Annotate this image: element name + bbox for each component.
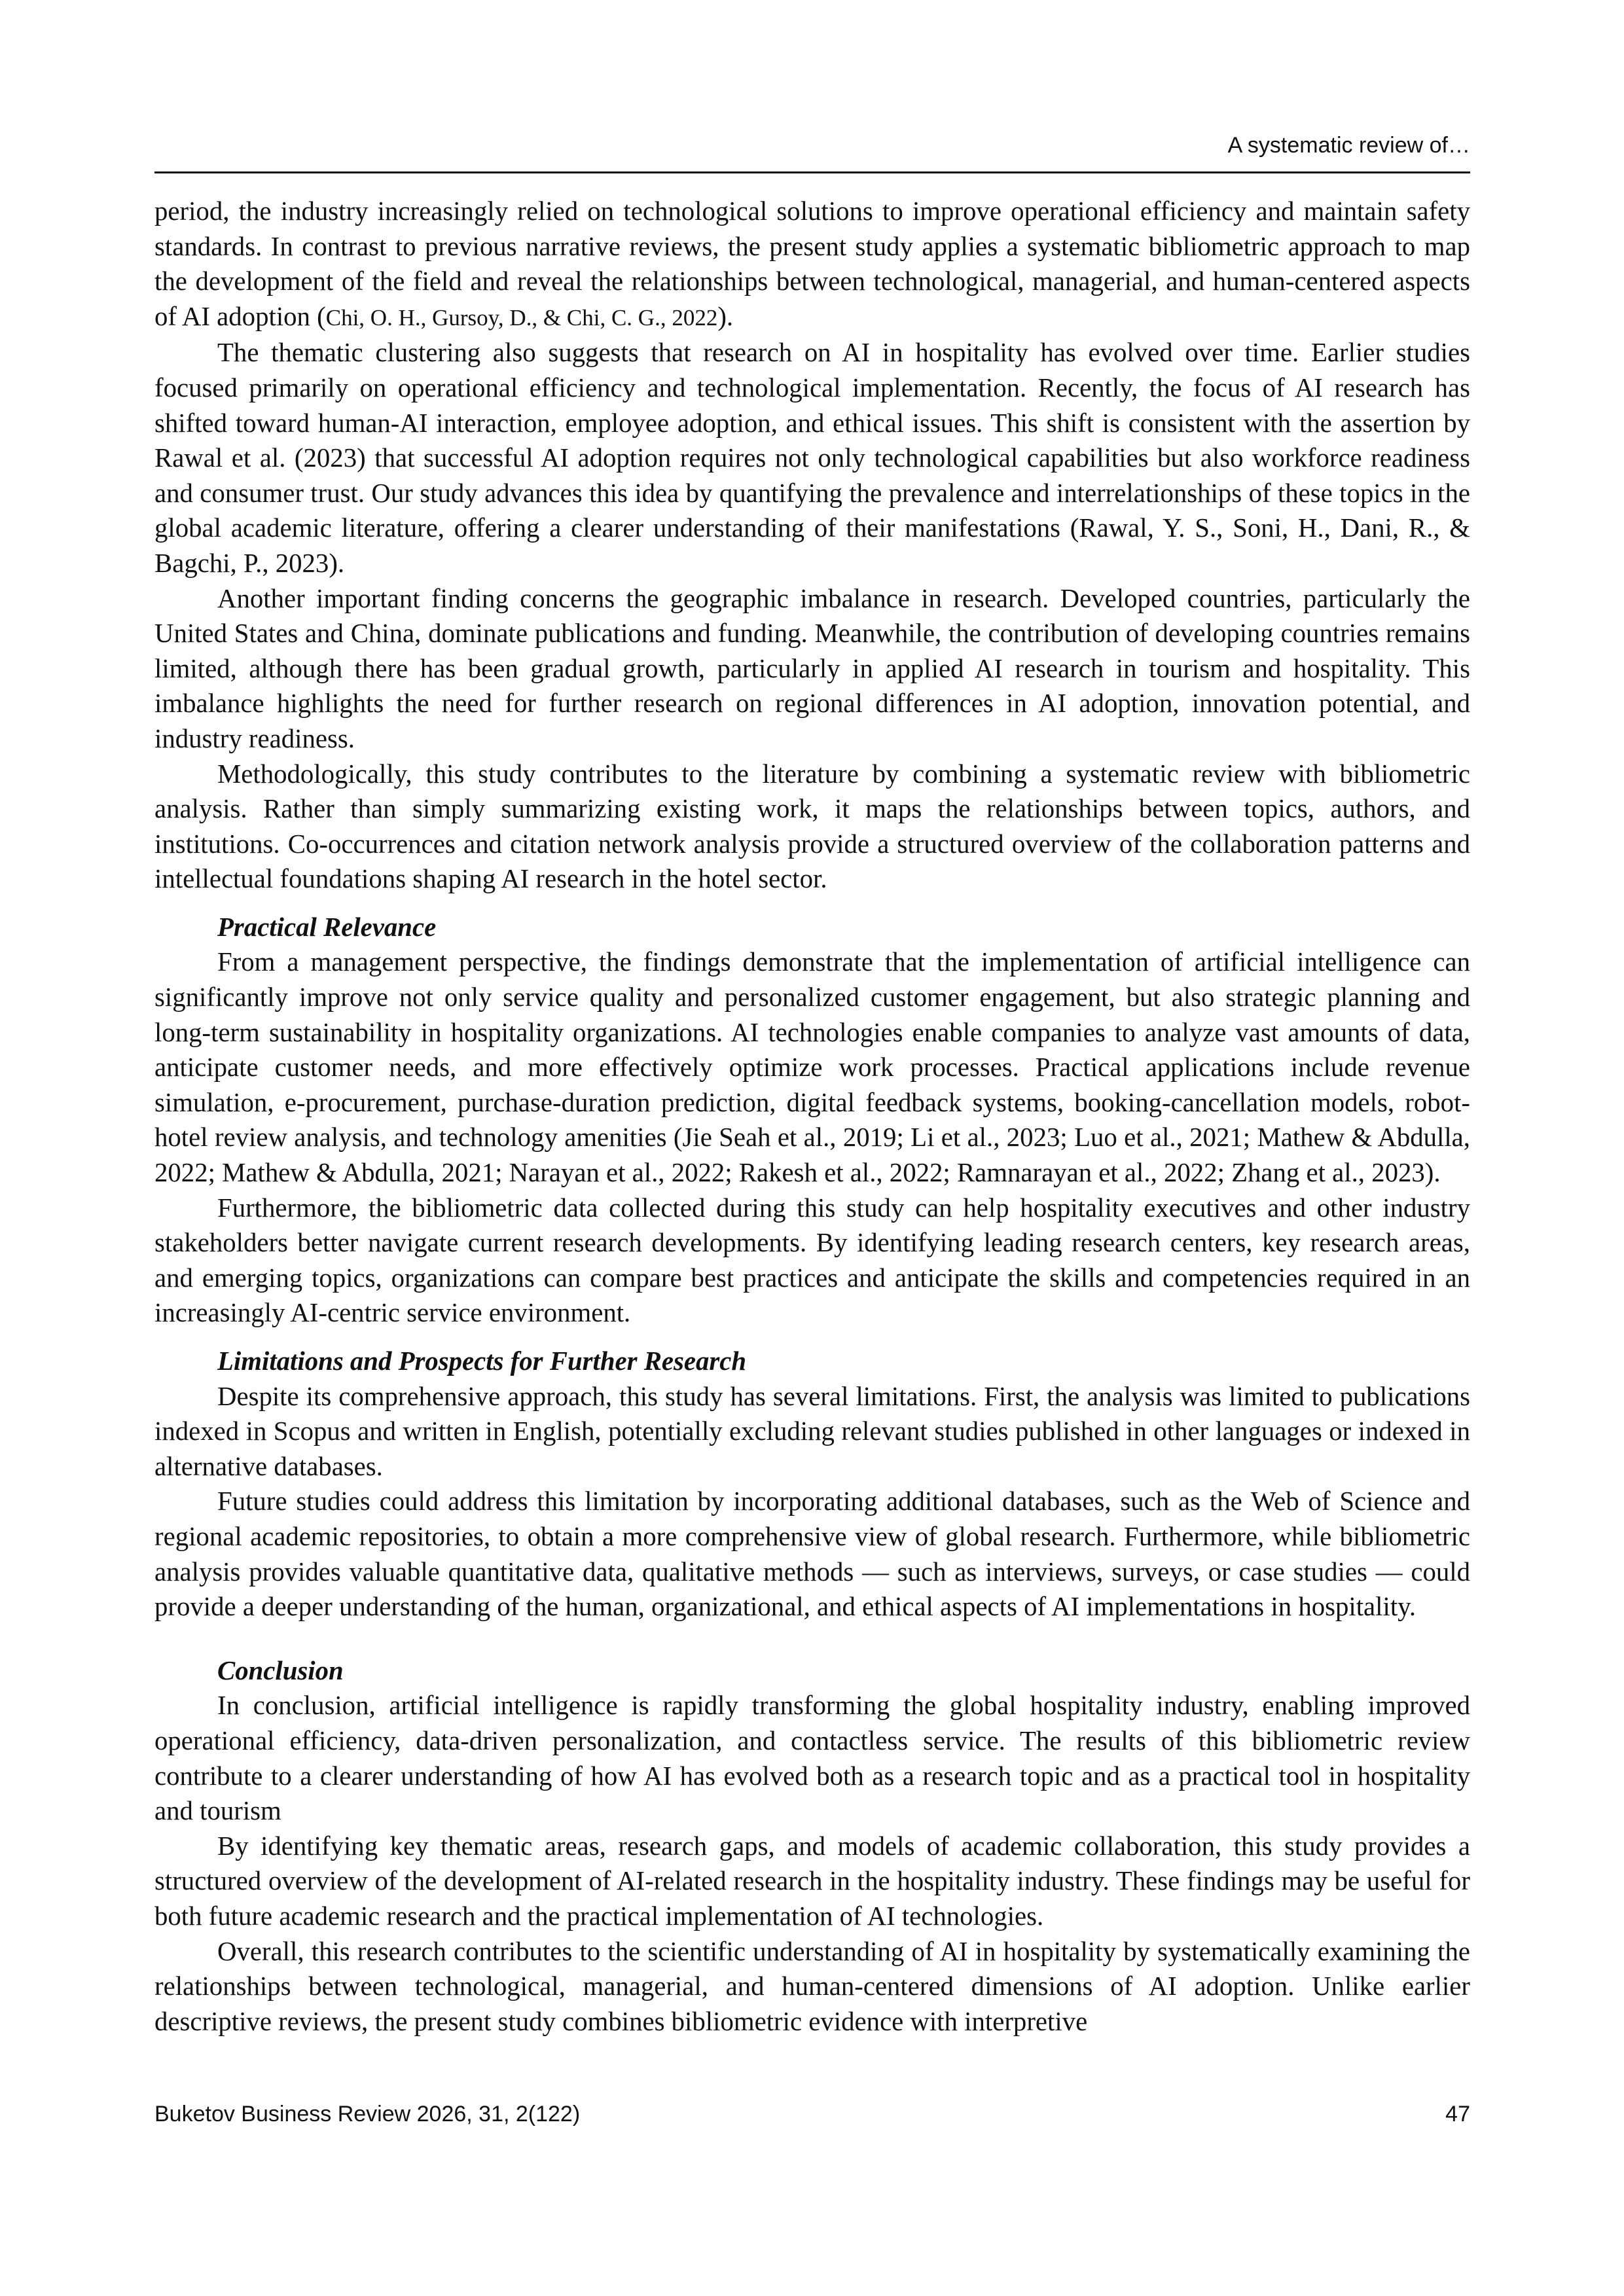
paragraph-3: Another important finding concerns the geographic imbalance in research. Developed countries, particularly the United States and China, dominate publications and funding. Meanwhile, the contribution of developing countries remains limited, although there has been gradual growth, particularly in applied AI research in tourism and hospitality. This imbalance highlights the need for further research on regional differences in AI adoption, innovation potential, and industry readiness. bbox=[154, 583, 1470, 753]
paragraph-2: The thematic clustering also suggests that research on AI in hospitality has evolved over time. Earlier studies focused primarily on operational efficiency and technological implementation. Recently, the focus of AI research has shifted toward human-AI interaction, employee adoption, and ethical issues. This shift is consistent with the assertion by Rawal et al. (2023) that successful AI adoption requires not only technological capabilities but also workforce readiness and consumer trust. Our study advances this idea by quantifying the prevalence and interrelationships of these topics in the global academic literature, offering a clearer understanding of their manifestations (Rawal, Y. S., Soni, H., Dani, R., & Bagchi, P., 2023). bbox=[154, 338, 1470, 578]
paragraph-9: In conclusion, artificial intelligence is rapidly transforming the global hospitality industry, enabling improved operational efficiency, data-driven personalization, and contactless service. The results of this bibliometric review contribute to a clearer understanding of how AI has evolved both as a research topic and as a practical tool in hospitality and tourism bbox=[154, 1691, 1470, 1826]
paragraph-8: Future studies could address this limitation by incorporating additional databases, such as the Web of Science and regional academic repositories, to obtain a more comprehensive view of global research. Furthermore, while bibliometric analysis provides valuable quantitative data, qualitative methods — such as interviews, surveys, or case studies — could provide a deeper understanding of the human, organizational, and ethical aspects of AI implementations in hospitality. bbox=[154, 1486, 1470, 1622]
paragraph-10: By identifying key thematic areas, research gaps, and models of academic collaboration, this study provides a structured overview of the development of AI-related research in the hospitality industry. These findings may be useful for both future academic research and the practical implementation of AI technologies. bbox=[154, 1831, 1470, 1931]
section-heading-conclusion: Conclusion bbox=[217, 1655, 344, 1685]
citation-chi: Chi, O. H., Gursoy, D., & Chi, C. G., 2022 bbox=[325, 304, 718, 331]
paragraph-5: From a management perspective, the findings demonstrate that the implementation of artificial intelligence can significantly improve not only service quality and personalized customer engagement, but also strategic planning and long-term sustainability in hospitality organizations. AI technologies enable companies to analyze vast amounts of data, anticipate customer needs, and more effectively optimize work processes. Practical applications include revenue simulation, e-procurement, purchase-duration prediction, digital feedback systems, booking-cancellation models, robot-hotel review analysis, and technology amenities (Jie Seah et al., 2019; Li et al., 2023; Luo et al., 2021; Mathew & Abdulla, 2022; Mathew & Abdulla, 2021; Narayan et al., 2022; Rakesh et al., 2022; Ramnarayan et al., 2022; Zhang et al., 2023). bbox=[154, 947, 1470, 1188]
section-heading-limitations: Limitations and Prospects for Further Research bbox=[217, 1346, 747, 1376]
running-title: A systematic review of… bbox=[1227, 133, 1470, 158]
article-body bbox=[154, 194, 1470, 2039]
paragraph-1-text: period, the industry increasingly relied on technological solutions to improve operational efficiency and maintain safety standards. In contrast to previous narrative reviews, the present study applies a systematic bibliometric approach to map the development of the field and reveal the relationships between technological, managerial, and human-centered aspects of AI adoption ( bbox=[154, 196, 1470, 331]
paragraph-1 bbox=[154, 194, 1470, 335]
paragraph-6: Furthermore, the bibliometric data collected during this study can help hospitality executives and other industry stakeholders better navigate current research developments. By identifying leading research centers, key research areas, and emerging topics, organizations can compare best practices and anticipate the skills and competencies required in an increasingly AI-centric service environment. bbox=[154, 1193, 1470, 1328]
paragraph-4: Methodologically, this study contributes to the literature by combining a systematic review with bibliometric analysis. Rather than simply summarizing existing work, it maps the relationships between topics, authors, and institutions. Co-occurrences and citation network analysis provide a structured overview of the collaboration patterns and intellectual foundations shaping AI research in the hotel sector. bbox=[154, 759, 1470, 894]
header-rule bbox=[154, 171, 1470, 173]
section-heading-practical-relevance: Practical Relevance bbox=[217, 912, 437, 942]
paragraph-1-end: ). bbox=[717, 301, 734, 331]
paragraph-7: Despite its comprehensive approach, this study has several limitations. First, the analysis was limited to publications indexed in Scopus and written in English, potentially excluding relevant studies published in other languages or indexed in alternative databases. bbox=[154, 1381, 1470, 1481]
paragraph-11: Overall, this research contributes to the scientific understanding of AI in hospitality by systematically examining the relationships between technological, managerial, and human-centered dimensions of AI adoption. Unlike earlier descriptive reviews, the present study combines bibliometric evidence with interpretive bbox=[154, 1936, 1470, 2036]
page-number: 47 bbox=[1445, 2102, 1470, 2126]
journal-page bbox=[154, 0, 1470, 2296]
journal-citation: Buketov Business Review 2026, 31, 2(122) bbox=[154, 2102, 581, 2126]
